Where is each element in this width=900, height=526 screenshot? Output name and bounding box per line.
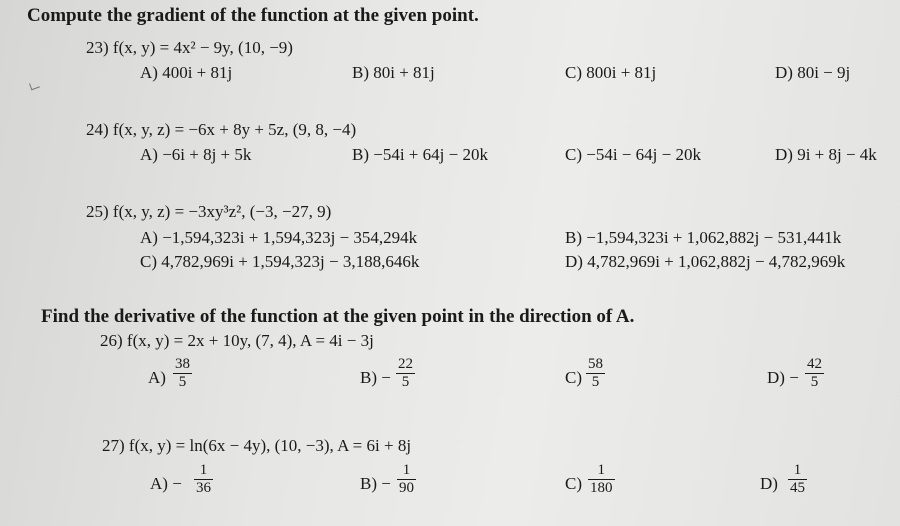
question-27-option-c-fraction bbox=[588, 462, 615, 497]
question-24-option-c: C) −54i − 64j − 20k bbox=[565, 145, 701, 164]
fraction-denominator: 180 bbox=[590, 480, 613, 496]
pencil-mark bbox=[29, 81, 40, 91]
question-27-option-a-fraction bbox=[194, 462, 213, 497]
question-25-option-d: D) 4,782,969i + 1,062,882j − 4,782,969k bbox=[565, 252, 846, 271]
question-26-prompt: 26) f(x, y) = 2x + 10y, (7, 4), A = 4i − 3j bbox=[100, 331, 374, 350]
question-23-option-b: B) 80i + 81j bbox=[352, 63, 435, 82]
question-25-option-a: A) −1,594,323i + 1,594,323j − 354,294k bbox=[140, 228, 418, 247]
fraction-numerator: 42 bbox=[807, 356, 822, 372]
question-26-option-c-fraction bbox=[586, 356, 605, 391]
fraction-numerator: 1 bbox=[597, 462, 605, 478]
question-23-option-c: C) 800i + 81j bbox=[565, 63, 657, 82]
question-25-option-b: B) −1,594,323i + 1,062,882j − 531,441k bbox=[565, 228, 842, 247]
question-25-prompt: 25) f(x, y, z) = −3xy³z², (−3, −27, 9) bbox=[86, 202, 332, 221]
question-24-prompt: 24) f(x, y, z) = −6x + 8y + 5z, (9, 8, −4) bbox=[86, 120, 357, 139]
fraction-denominator: 36 bbox=[196, 480, 211, 496]
question-23-option-a: A) 400i + 81j bbox=[140, 63, 233, 82]
question-24-option-a: A) −6i + 8j + 5k bbox=[140, 145, 252, 164]
fraction-numerator: 1 bbox=[402, 462, 411, 478]
question-26-option-b-fraction bbox=[396, 356, 415, 391]
question-24-option-d: D) 9i + 8j − 4k bbox=[775, 145, 877, 164]
question-26-option-c-label: C) bbox=[565, 368, 582, 387]
fraction-numerator: 1 bbox=[793, 462, 802, 478]
question-26-option-d-label: D) − bbox=[767, 368, 799, 387]
question-27-option-b-fraction bbox=[397, 462, 416, 497]
question-26-option-d-fraction bbox=[805, 356, 824, 391]
section-heading-gradient: Compute the gradient of the function at the given point. bbox=[27, 5, 479, 26]
question-27-option-a-label: A) − bbox=[150, 474, 182, 493]
fraction-denominator: 90 bbox=[399, 480, 414, 496]
question-23-option-d: D) 80i − 9j bbox=[775, 63, 851, 82]
fraction-denominator: 45 bbox=[790, 480, 805, 496]
fraction-denominator: 5 bbox=[591, 374, 600, 390]
section-heading-directional-derivative: Find the derivative of the function at the given point in the direction of A. bbox=[41, 306, 635, 327]
question-27-prompt: 27) f(x, y) = ln(6x − 4y), (10, −3), A = 6i + 8j bbox=[102, 436, 412, 455]
question-27-option-b-label: B) − bbox=[360, 474, 391, 493]
fraction-numerator: 58 bbox=[588, 356, 603, 372]
fraction-numerator: 22 bbox=[398, 356, 413, 372]
question-27-option-d-label: D) bbox=[760, 474, 778, 493]
question-26-option-a-label: A) bbox=[148, 368, 166, 387]
question-25-option-c: C) 4,782,969i + 1,594,323j − 3,188,646k bbox=[140, 252, 420, 271]
fraction-denominator: 5 bbox=[810, 374, 819, 390]
question-26-option-a-fraction bbox=[173, 356, 192, 391]
question-23-prompt: 23) f(x, y) = 4x² − 9y, (10, −9) bbox=[86, 38, 293, 57]
question-27-option-c-label: C) bbox=[565, 474, 582, 493]
question-27-option-d-fraction bbox=[788, 462, 807, 497]
fraction-numerator: 38 bbox=[175, 356, 190, 372]
fraction-denominator: 5 bbox=[401, 374, 410, 390]
fraction-denominator: 5 bbox=[178, 374, 187, 390]
fraction-numerator: 1 bbox=[199, 462, 208, 478]
question-24-option-b: B) −54i + 64j − 20k bbox=[352, 145, 488, 164]
question-26-option-b-label: B) − bbox=[360, 368, 391, 387]
